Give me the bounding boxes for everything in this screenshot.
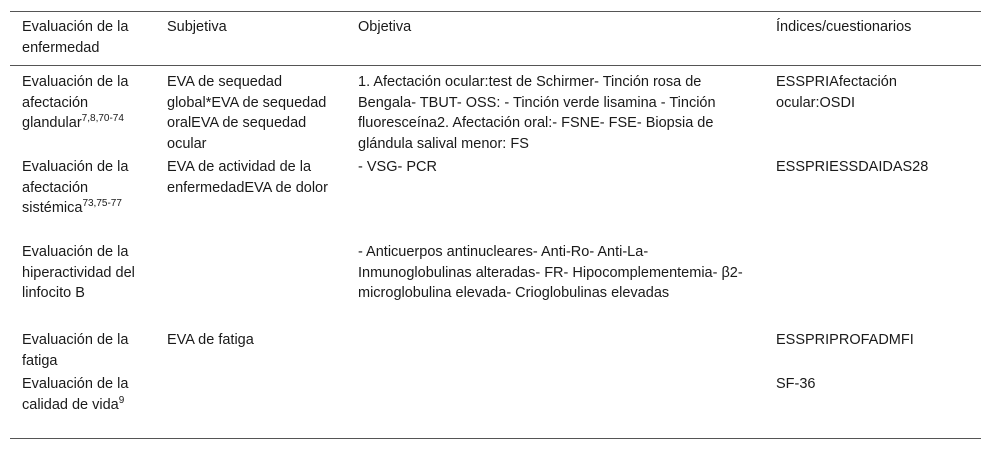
cell-text: Evaluación de la afectación sistémica: [22, 159, 129, 216]
cell-subjetiva: [155, 242, 346, 330]
cell-indices: SF-36: [776, 376, 816, 392]
cell-subjetiva: EVA de sequedad global*EVA de sequedad oralEVA de sequedad ocular: [167, 74, 327, 152]
header-evaluacion: Evaluación de la enfermedad: [22, 19, 129, 56]
cell-text: Evaluación de la hiperactividad del linfocito B: [22, 244, 135, 301]
cell-indices: ESSPRIESSDAIDAS28: [776, 159, 929, 175]
cell-subjetiva: EVA de fatiga: [167, 332, 254, 348]
table-row: [10, 157, 981, 242]
cell-objetiva: 1. Afectación ocular:test de Schirmer- Tinción rosa de Bengala- TBUT- OSS: - Tinción verde lisamina - Tinción fluoresceína2. Afectación oral:- FSNE- FSE- Biopsia de glándula salival menor: FS: [358, 74, 716, 152]
reference-sup: 7,8,70-74: [81, 113, 124, 124]
cell-evaluacion: [10, 157, 155, 242]
cell-subjetiva: EVA de actividad de la enfermedadEVA de dolor: [167, 159, 328, 196]
cell-text: Evaluación de la calidad de vida: [22, 376, 129, 413]
cell-subjetiva: [155, 374, 346, 439]
cell-objetiva: - Anticuerpos antinucleares- Anti-Ro- Anti-La- Inmunoglobulinas alteradas- FR- Hipocomplementemia- β2-microglobulina elevada- Crioglobulinas elevadas: [358, 244, 743, 301]
header-row: [10, 12, 981, 66]
table-row: [10, 66, 981, 158]
table-row: [10, 242, 981, 330]
cell-evaluacion: [10, 242, 155, 330]
header-subjetiva: Subjetiva: [167, 19, 227, 35]
cell-objetiva: [346, 330, 764, 374]
cell-text: Evaluación de la fatiga: [22, 332, 129, 369]
reference-sup: 73,75-77: [82, 198, 122, 209]
header-indices: Índices/cuestionarios: [776, 19, 912, 35]
cell-text: Evaluación de la afectación glandular: [22, 74, 129, 131]
table-row: [10, 330, 981, 374]
header-objetiva: Objetiva: [358, 19, 412, 35]
cell-evaluacion: [10, 66, 155, 158]
cell-indices: ESSPRIAfectación ocular:OSDI: [776, 74, 897, 111]
cell-objetiva: [346, 374, 764, 439]
cell-evaluacion: [10, 374, 155, 439]
assessment-table: [10, 11, 981, 439]
cell-objetiva: - VSG- PCR: [358, 159, 437, 175]
reference-sup: 9: [118, 394, 125, 406]
cell-evaluacion: [10, 330, 155, 374]
cell-indices: ESSPRIPROFADMFI: [776, 332, 914, 348]
table-row: [10, 374, 981, 439]
cell-indices: [764, 242, 981, 330]
